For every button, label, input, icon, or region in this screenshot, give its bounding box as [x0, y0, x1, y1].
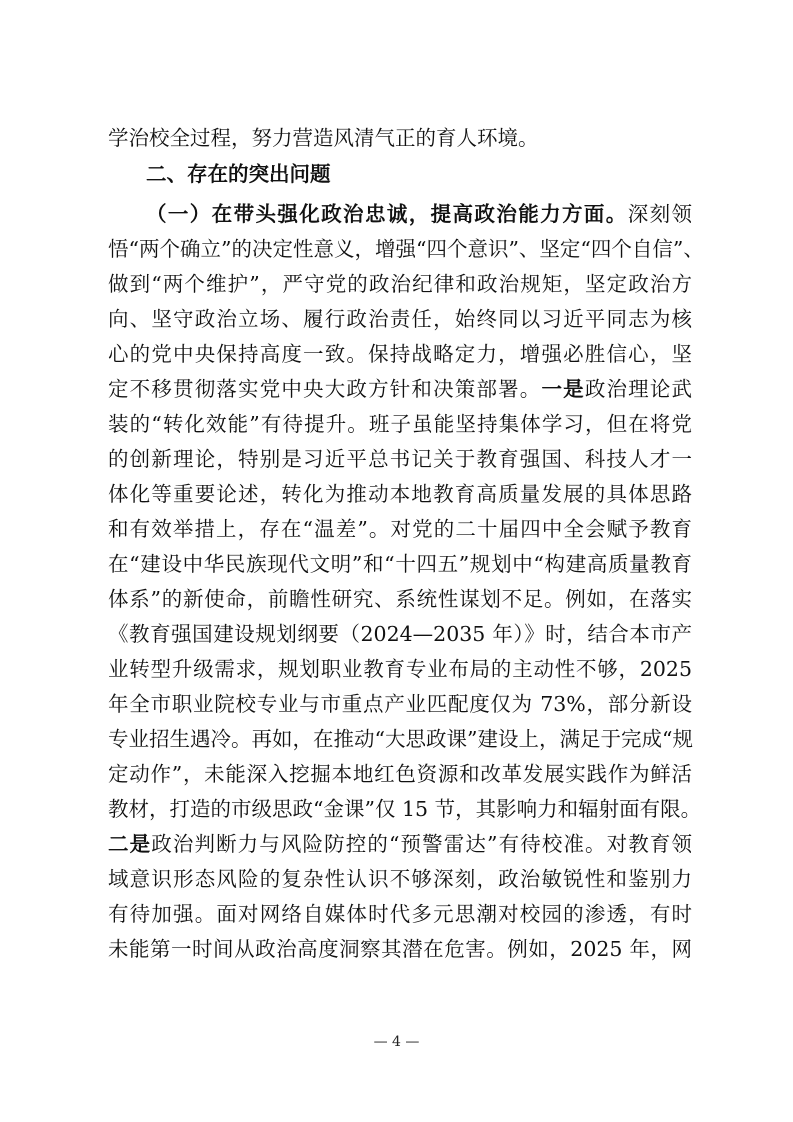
paragraph-line	[108, 829, 692, 859]
paragraph-line: 专业招生遇冷。再如，在推动“大思政课”建设上，满足于完成“规	[108, 727, 693, 751]
paragraph-line: 年全市职业院校专业与市重点产业匹配度仅为 73%，部分新设	[108, 692, 692, 716]
paragraph-line: 业转型升级需求，规划职业教育专业布局的主动性不够，2025	[108, 657, 692, 681]
text-run: 定不移贯彻落实党中央大政方针和决策部署。	[108, 377, 542, 401]
paragraph-line	[108, 374, 692, 404]
text-run: 深刻领	[627, 202, 693, 226]
paragraph-line: 教材，打造的市级思政“金课”仅 15 节，其影响力和辐射面有限。	[108, 797, 702, 821]
paragraph-line: 有待加强。面对网络自媒体时代多元思潮对校园的渗透，有时	[108, 902, 692, 926]
paragraph-line: 《教育强国建设规划纲要（2024—2035 年）》时，结合本市产	[108, 622, 692, 646]
paragraph-line: 域意识形态风险的复杂性认识不够深刻，政治敏锐性和鉴别力	[108, 867, 692, 891]
paragraph-line: 在“建设中华民族现代文明”和“十四五”规划中“构建高质量教育	[108, 552, 692, 576]
emphasis-one: 一是	[541, 377, 585, 401]
paragraph-line: 装的“转化效能”有待提升。班子虽能坚持集体学习，但在将党	[108, 412, 692, 436]
paragraph-line: 体化等重要论述，转化为推动本地教育高质量发展的具体思路	[108, 482, 692, 506]
paragraph-line: 悟“两个确立”的决定性意义，增强“四个意识”、坚定“四个自信”、	[108, 237, 704, 261]
paragraph-line: 未能第一时间从政治高度洞察其潜在危害。例如，2025 年，网	[108, 937, 692, 961]
paragraph-line: 定动作”，未能深入挖掘本地红色资源和改革发展实践作为鲜活	[108, 762, 692, 786]
paragraph-line: 和有效举措上，存在“温差”。对党的二十届四中全会赋予教育	[108, 517, 692, 541]
paragraph-line	[108, 199, 692, 229]
paragraph-line: 体系”的新使命，前瞻性研究、系统性谋划不足。例如，在落实	[108, 587, 692, 611]
paragraph-line: 的创新理论，特别是习近平总书记关于教育强国、科技人才一	[108, 447, 692, 471]
paragraph-line: 做到“两个维护”，严守党的政治纪律和政治规矩，坚定政治方	[108, 272, 692, 296]
emphasis-two: 二是	[108, 832, 152, 856]
page-number: — 4 —	[373, 1034, 420, 1050]
section-heading: 二、存在的突出问题	[146, 162, 331, 186]
sub-heading: （一）在带头强化政治忠诚，提高政治能力方面。	[146, 202, 628, 226]
paragraph-line: 心的党中央保持高度一致。保持战略定力，增强必胜信心，坚	[108, 342, 692, 366]
text-run: 政治判断力与风险防控的“预警雷达”有待校准。对教育领	[151, 832, 693, 856]
paragraph-line: 向、坚守政治立场、履行政治责任，始终同以习近平同志为核	[108, 307, 692, 331]
text-run: 政治理论武	[584, 377, 693, 401]
carry-over-line: 学治校全过程，努力营造风清气正的育人环境。	[108, 126, 539, 150]
